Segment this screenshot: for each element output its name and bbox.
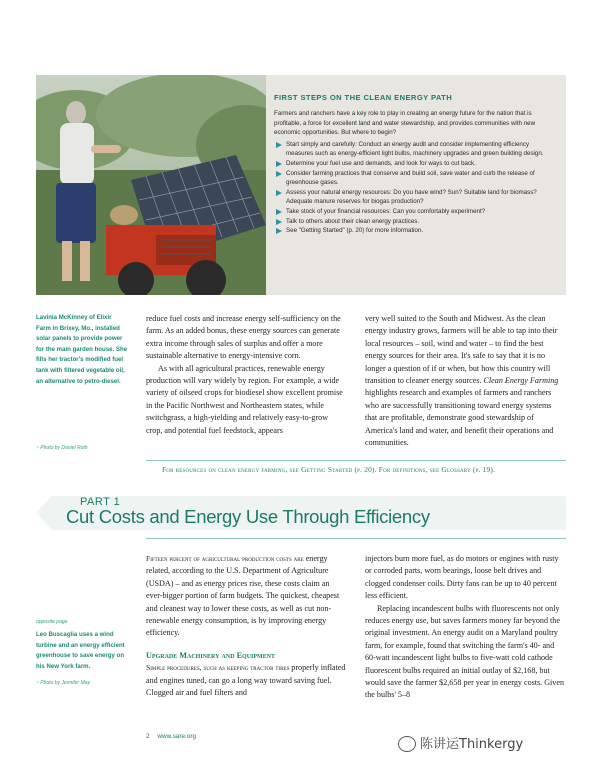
triangle-bullet-icon: [276, 219, 282, 225]
triangle-bullet-icon: [276, 228, 282, 234]
part-title: Cut Costs and Energy Use Through Efficiency: [66, 506, 430, 527]
wechat-icon: [398, 736, 416, 752]
body-column-2: [365, 313, 565, 449]
divider: [146, 538, 566, 539]
triangle-bullet-icon: [276, 161, 282, 167]
sidebar-intro: Farmers and ranchers have a key role to play in creating an energy future for the nation that is profitable, a force for excellent land and water stewardship, and provides communities with new economic opportunities. But where to begin?: [274, 110, 536, 137]
sidebar-item: See "Getting Started" (p. 20) for more information.: [274, 226, 554, 236]
sidebar-item: Take stock of your financial resources: Can you comfortably experiment?: [274, 207, 554, 217]
sidebar-item: Assess your natural energy resources: Do you have wind? Sun? Suitable land for biomass? Adequate manure reserves for biogas production?: [274, 188, 554, 207]
caption-reference: opposite page: [36, 619, 68, 625]
part-label: PART 1: [80, 496, 121, 508]
page-number: 2: [146, 733, 150, 740]
paragraph: very well suited to the South and Midwest. As the clean energy industry grows, farmers will be able to tap into their local resources – soil, wind and water – to find the best energy sources for their area. It's safe to say that it is no longer a question of if or when, but how this country will transition to cleaner energy sources. Clean Energy Farming highlights research and examples of farmers and ranchers who are successfully transitioning toward energy systems that are profitable, demonstrate good stewardship of America's land and water, and benefit their operations and communities.: [365, 314, 559, 448]
paragraph: Replacing incandescent bulbs with fluorescents not only reduces energy use, but saves farmers money far beyond the original investment. An energy audit on a Maryland poultry farm, for example, found that switching the farm's 40- and 60-watt incandescent light bulbs to five-watt cold cathode fluorescent bulbs required an initial outlay of $2,168, but would save the farmer $2,658 per year in energy costs. Given the bulbs' 5–8: [365, 603, 564, 700]
paragraph: injectors burn more fuel, as do motors or engines with rusty or corroded parts, worn bearings, loose belt drives and clogged condenser coils. Dirty fans can be up to 40 percent less efficient.: [365, 554, 559, 601]
sidebar-box: [266, 75, 566, 295]
sidebar-item: Talk to others about their clean energy practices.: [274, 217, 554, 227]
resources-note: For resources on clean energy farming, see Getting Started (p. 20). For definitions, see Glossary (p. 19).: [162, 465, 496, 474]
watermark: [398, 733, 523, 753]
sidebar-item: Start simply and carefully: Conduct an energy audit and consider implementing efficiency measures such as energy-efficient light bulbs, machinery upgrades and green building design.: [274, 140, 554, 159]
section-subhead: Upgrade Machinery and Equipment: [146, 650, 276, 660]
footer-url[interactable]: www.sare.org: [157, 733, 197, 740]
paragraph: Simple procedures, such as keeping tractor tires properly inflated and engines tuned, can go a long way toward saving fuel. Clogged air and fuel filters and: [146, 663, 346, 698]
watermark-text: 陈讲运Thinkergy: [420, 737, 524, 752]
publication-title: Clean Energy Farming: [483, 376, 559, 386]
sidebar-list: [274, 140, 554, 236]
paragraph: As with all agricultural practices, renewable energy production will vary widely by region. For example, a wide variety of oilseed crops for biodiesel show excellent promise in the Pacific Northwest and Northeastern states, while switchgrass, a high-yielding and relatively easy-to-grow crop, and potential fuel feedstock, appears: [146, 363, 343, 435]
sidebar-item: Determine your fuel use and demands, and look for ways to cut back.: [274, 159, 554, 169]
farm-photo: [36, 75, 266, 295]
body-column-4: [365, 553, 565, 702]
photo-credit: ~ Photo by Jennifer May: [36, 680, 91, 686]
triangle-bullet-icon: [276, 209, 282, 215]
sidebar-item: Consider farming practices that conserve and build soil, save water and curb the release of greenhouse gases.: [274, 169, 554, 188]
body-column-3: [146, 553, 346, 699]
triangle-bullet-icon: [276, 190, 282, 196]
sidebar-title: FIRST STEPS ON THE CLEAN ENERGY PATH: [274, 93, 453, 102]
triangle-bullet-icon: [276, 171, 282, 177]
triangle-bullet-icon: [276, 142, 282, 148]
divider: [146, 460, 566, 461]
paragraph: reduce fuel costs and increase energy self-sufficiency on the farm. As an added bonus, these energy sources can generate extra income through sales of surplus and offer a more sustainable alternative to energy-intensive corn.: [146, 314, 341, 361]
page-footer: [146, 733, 196, 740]
photo-caption: Leo Buscaglia uses a wind turbine and an energy efficient greenhouse to save energy on his New York farm.: [36, 631, 125, 670]
photo-credit: ~ Photo by Daniel Roth: [36, 445, 88, 451]
paragraph: Fifteen percent of agricultural production costs are energy related, according to the U.S. Department of Agriculture (USDA) – and as energy prices rise, these costs claim an ever-bigger portion of farm budgets. The quickest, cheapest and cleanest way to lower these costs, as well as cut non-renewable energy consumption, is by improving energy efficiency.: [146, 554, 340, 638]
photo-caption: Lavinia McKinney of Elixir Farm in Brixey, Mo., installed solar panels to provide power for the main garden house. She fills her tractor's modified fuel tank with filtered vegetable oil, an alternative to petro-diesel.: [36, 314, 128, 385]
body-column-1: [146, 313, 346, 437]
